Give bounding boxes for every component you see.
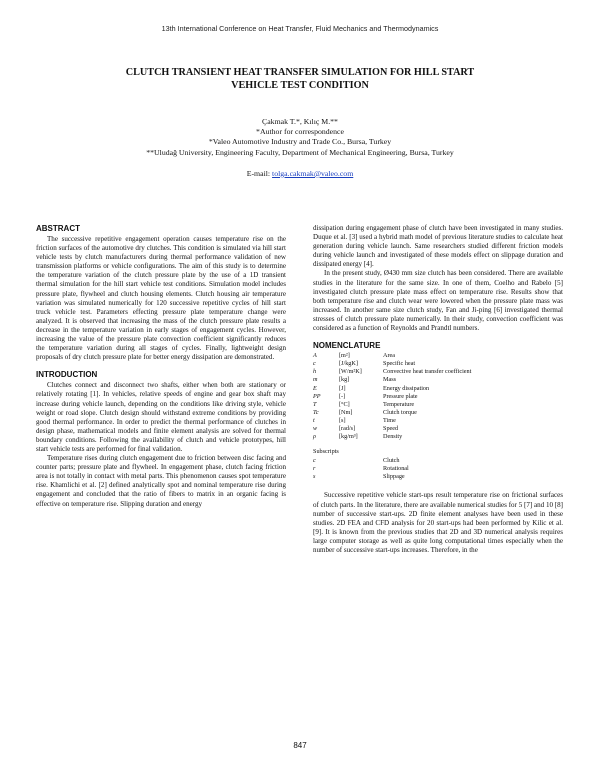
abstract-text: The successive repetitive engagement operation causes temperature rise on the friction surfaces of the automotive dry clutches. This condition is simulated via hill start vehicle tests by clutch manufacturers during thermal performance validation of new transmission platforms or vehicle configurations. The aim of this study is to determine the temperature variation of the clutch pressure plate by the use of a 1D transient thermal simulation for the hill start vehicle test conditions. Simulation model includes pressure plate, flywheel and clutch housing elements. Clutch housing air temperature variation was simulated numerically for 120 successive repetitive cycles of hill start truck vehicle test. Parameters effecting pressure plate temperature change were analyzed. It is observed that increasing the mass of the clutch pressure plate results a decrease in the temperature variation in early stages of engagement cycles. However, increasing the value of the pressure plate convection coefficient significantly reduces the temperature variation during all stages of cycles. Finally, lightweight design proposals of dry clutch pressure plate for better energy dissipation are demonstrated.	[36, 235, 286, 362]
nomenclature-row	[313, 433, 471, 441]
subscript-desc: Slippage	[383, 473, 405, 481]
nomenclature-sym: T	[313, 400, 317, 408]
paper-title	[60, 66, 540, 92]
nomenclature-desc: Specific heat	[383, 360, 416, 368]
nomenclature-row	[313, 417, 471, 425]
subscript-sym: r	[313, 465, 316, 473]
correspondence-note: *Author for correspondence	[256, 127, 344, 137]
nomenclature-row	[313, 360, 471, 368]
nomenclature-unit: [kg]	[339, 376, 350, 384]
email-link[interactable]: tolga.cakmak@valeo.com	[272, 168, 354, 178]
subscript-row	[313, 465, 409, 473]
nomenclature-sym: E	[313, 384, 317, 392]
nomenclature-unit: [m²]	[339, 352, 350, 360]
right-column	[313, 224, 563, 555]
right-paragraph-1: dissipation during engagement phase of clutch have been investigated in many studies. Duque et al. [3] used a hybrid math model of previous literature studies to calculate heat generation during vehicle launch. Same researchers studied different friction models during vehicle launch and investigated of these models effect on slippage duration and dissipated energy [4].	[313, 224, 563, 269]
nomenclature-row	[313, 352, 471, 360]
affiliation-2: **Uludağ University, Engineering Faculty, Department of Mechanical Engineering, Bursa, Turkey	[146, 147, 454, 157]
nomenclature-sym: ρ	[313, 433, 316, 441]
right-paragraph-2: In the present study, Ø430 mm size clutch has been considered. There are available studies in the literature for the same size. In one of them, Coelho and Rabelo [5] investigated clutch pressure plate mass effect on temperature rise. Results show that both temperature rise and clutch wear were lowered when the pressure plate mass was increased. In another same size clutch study, Fan and Ji-ping [6] investigated thermal stresses of clutch pressure plate numerically. In their study, convection coefficient was considered as a function of Reynolds and Prandtl numbers.	[313, 269, 563, 333]
nomenclature-sym: c	[313, 360, 316, 368]
nomenclature-heading: NOMENCLATURE	[313, 341, 381, 351]
subscript-sym: c	[313, 457, 316, 465]
nomenclature-unit: [Nm]	[339, 408, 353, 416]
nomenclature-unit: [°C]	[339, 400, 350, 408]
subscript-row	[313, 457, 409, 465]
nomenclature-unit: [s]	[339, 416, 346, 424]
nomenclature-row	[313, 401, 471, 409]
conference-header: 13th International Conference on Heat Transfer, Fluid Mechanics and Thermodynamics	[161, 24, 439, 33]
nomenclature-desc: Mass	[383, 376, 397, 384]
abstract-heading: ABSTRACT	[36, 224, 80, 233]
nomenclature-desc: Speed	[383, 424, 399, 432]
subscripts-table	[313, 457, 409, 481]
nomenclature-desc: Temperature	[383, 400, 415, 408]
right-paragraph-3: Successive repetitive vehicle start-ups result temperature rise on frictional surfaces of clutch parts. In the literature, there are available numerical studies for 5 [7] and 10 [8] number of successive start-ups. 2D finite element analyses have been used in these studies. 2D FEA and CFD analysis for 20 start-ups had been performed by Kilic et al. [9]. It is known from the previous studies that 2D and 3D numerical analysis requires large computer storage as well as quite long computational times especially when the number of successive start-ups increases. Therefore, in the	[313, 491, 563, 554]
left-column	[36, 224, 286, 509]
nomenclature-unit: [rad/s]	[339, 424, 356, 432]
title-line-2: VEHICLE TEST CONDITION	[231, 80, 369, 91]
introduction-heading: INTRODUCTION	[36, 370, 98, 380]
nomenclature-sym: m	[313, 376, 318, 384]
nomenclature-unit: [W/m²K]	[339, 368, 362, 376]
nomenclature-row	[313, 409, 471, 417]
nomenclature-unit: [-]	[339, 392, 346, 400]
introduction-paragraph-1: Clutches connect and disconnect two shafts, either when both are stationary or relatively rotating [1]. In vehicles, relative speeds of engine and gear box shaft may increase during vehicle launch, depending on the conditions like driving style, vehicle weight or road slope. Clutch design should withstand extreme conditions by providing good thermal performance. In order to predict the thermal performance of clutches in design phase, mathematical models and finite element analysis are solved for thermal boundary conditions. Following the availability of clutch and vehicle prototypes, hill start vehicle tests are performed for final validation.	[36, 381, 286, 453]
nomenclature-desc: Time	[383, 416, 396, 424]
subscript-desc: Rotational	[383, 465, 409, 473]
nomenclature-table	[313, 352, 471, 441]
nomenclature-row	[313, 385, 471, 393]
nomenclature-sym: t	[313, 416, 315, 424]
nomenclature-sym: w	[313, 424, 318, 432]
nomenclature-sym: PP	[313, 392, 321, 400]
nomenclature-unit: [J]	[339, 384, 346, 392]
nomenclature-row	[313, 376, 471, 384]
author-block	[40, 117, 560, 179]
introduction-paragraph-2: Temperature rises during clutch engagement due to friction between disc facing and counter parts; pressure plate and flywheel. In engagement phase, clutch facing friction area is not totally in contact with metal parts. This phenomenon causes spot temperature rise. Khamlichi et al. [2] defined analytically spot and nominal temperature rise during engagement and concluded that the ratio of fibers to matrix in an organic facing is effective on temperature rise. Slipping duration and energy	[36, 454, 286, 508]
subscripts-heading: Subscripts	[313, 448, 339, 456]
title-line-1: CLUTCH TRANSIENT HEAT TRANSFER SIMULATION FOR HILL START	[125, 67, 475, 78]
nomenclature-sym: A	[313, 352, 317, 360]
subscript-row	[313, 473, 409, 481]
nomenclature-desc: Clutch torque	[383, 408, 417, 416]
nomenclature-row	[313, 393, 471, 401]
email-label: E-mail:	[246, 168, 273, 178]
nomenclature-row	[313, 425, 471, 433]
affiliation-1: *Valeo Automotive Industry and Trade Co., Bursa, Turkey	[208, 137, 392, 147]
page-number: 847	[293, 741, 307, 750]
nomenclature-desc: Pressure plate	[383, 392, 418, 400]
nomenclature-sym: h	[313, 368, 317, 376]
author-names: Çakmak T.*, Kılıç M.**	[262, 117, 338, 126]
nomenclature-unit: [J/kgK]	[339, 360, 358, 368]
nomenclature-row	[313, 368, 471, 376]
subscript-desc: Clutch	[383, 457, 400, 465]
email-line	[40, 169, 560, 179]
nomenclature-sym: Tc	[313, 408, 319, 416]
nomenclature-desc: Density	[383, 433, 403, 441]
nomenclature-desc: Convective heat transfer coefficient	[383, 368, 472, 376]
nomenclature-desc: Area	[383, 352, 396, 360]
subscript-sym: s	[313, 473, 316, 481]
nomenclature-desc: Energy dissipation	[383, 384, 430, 392]
nomenclature-unit: [kg/m³]	[339, 433, 358, 441]
